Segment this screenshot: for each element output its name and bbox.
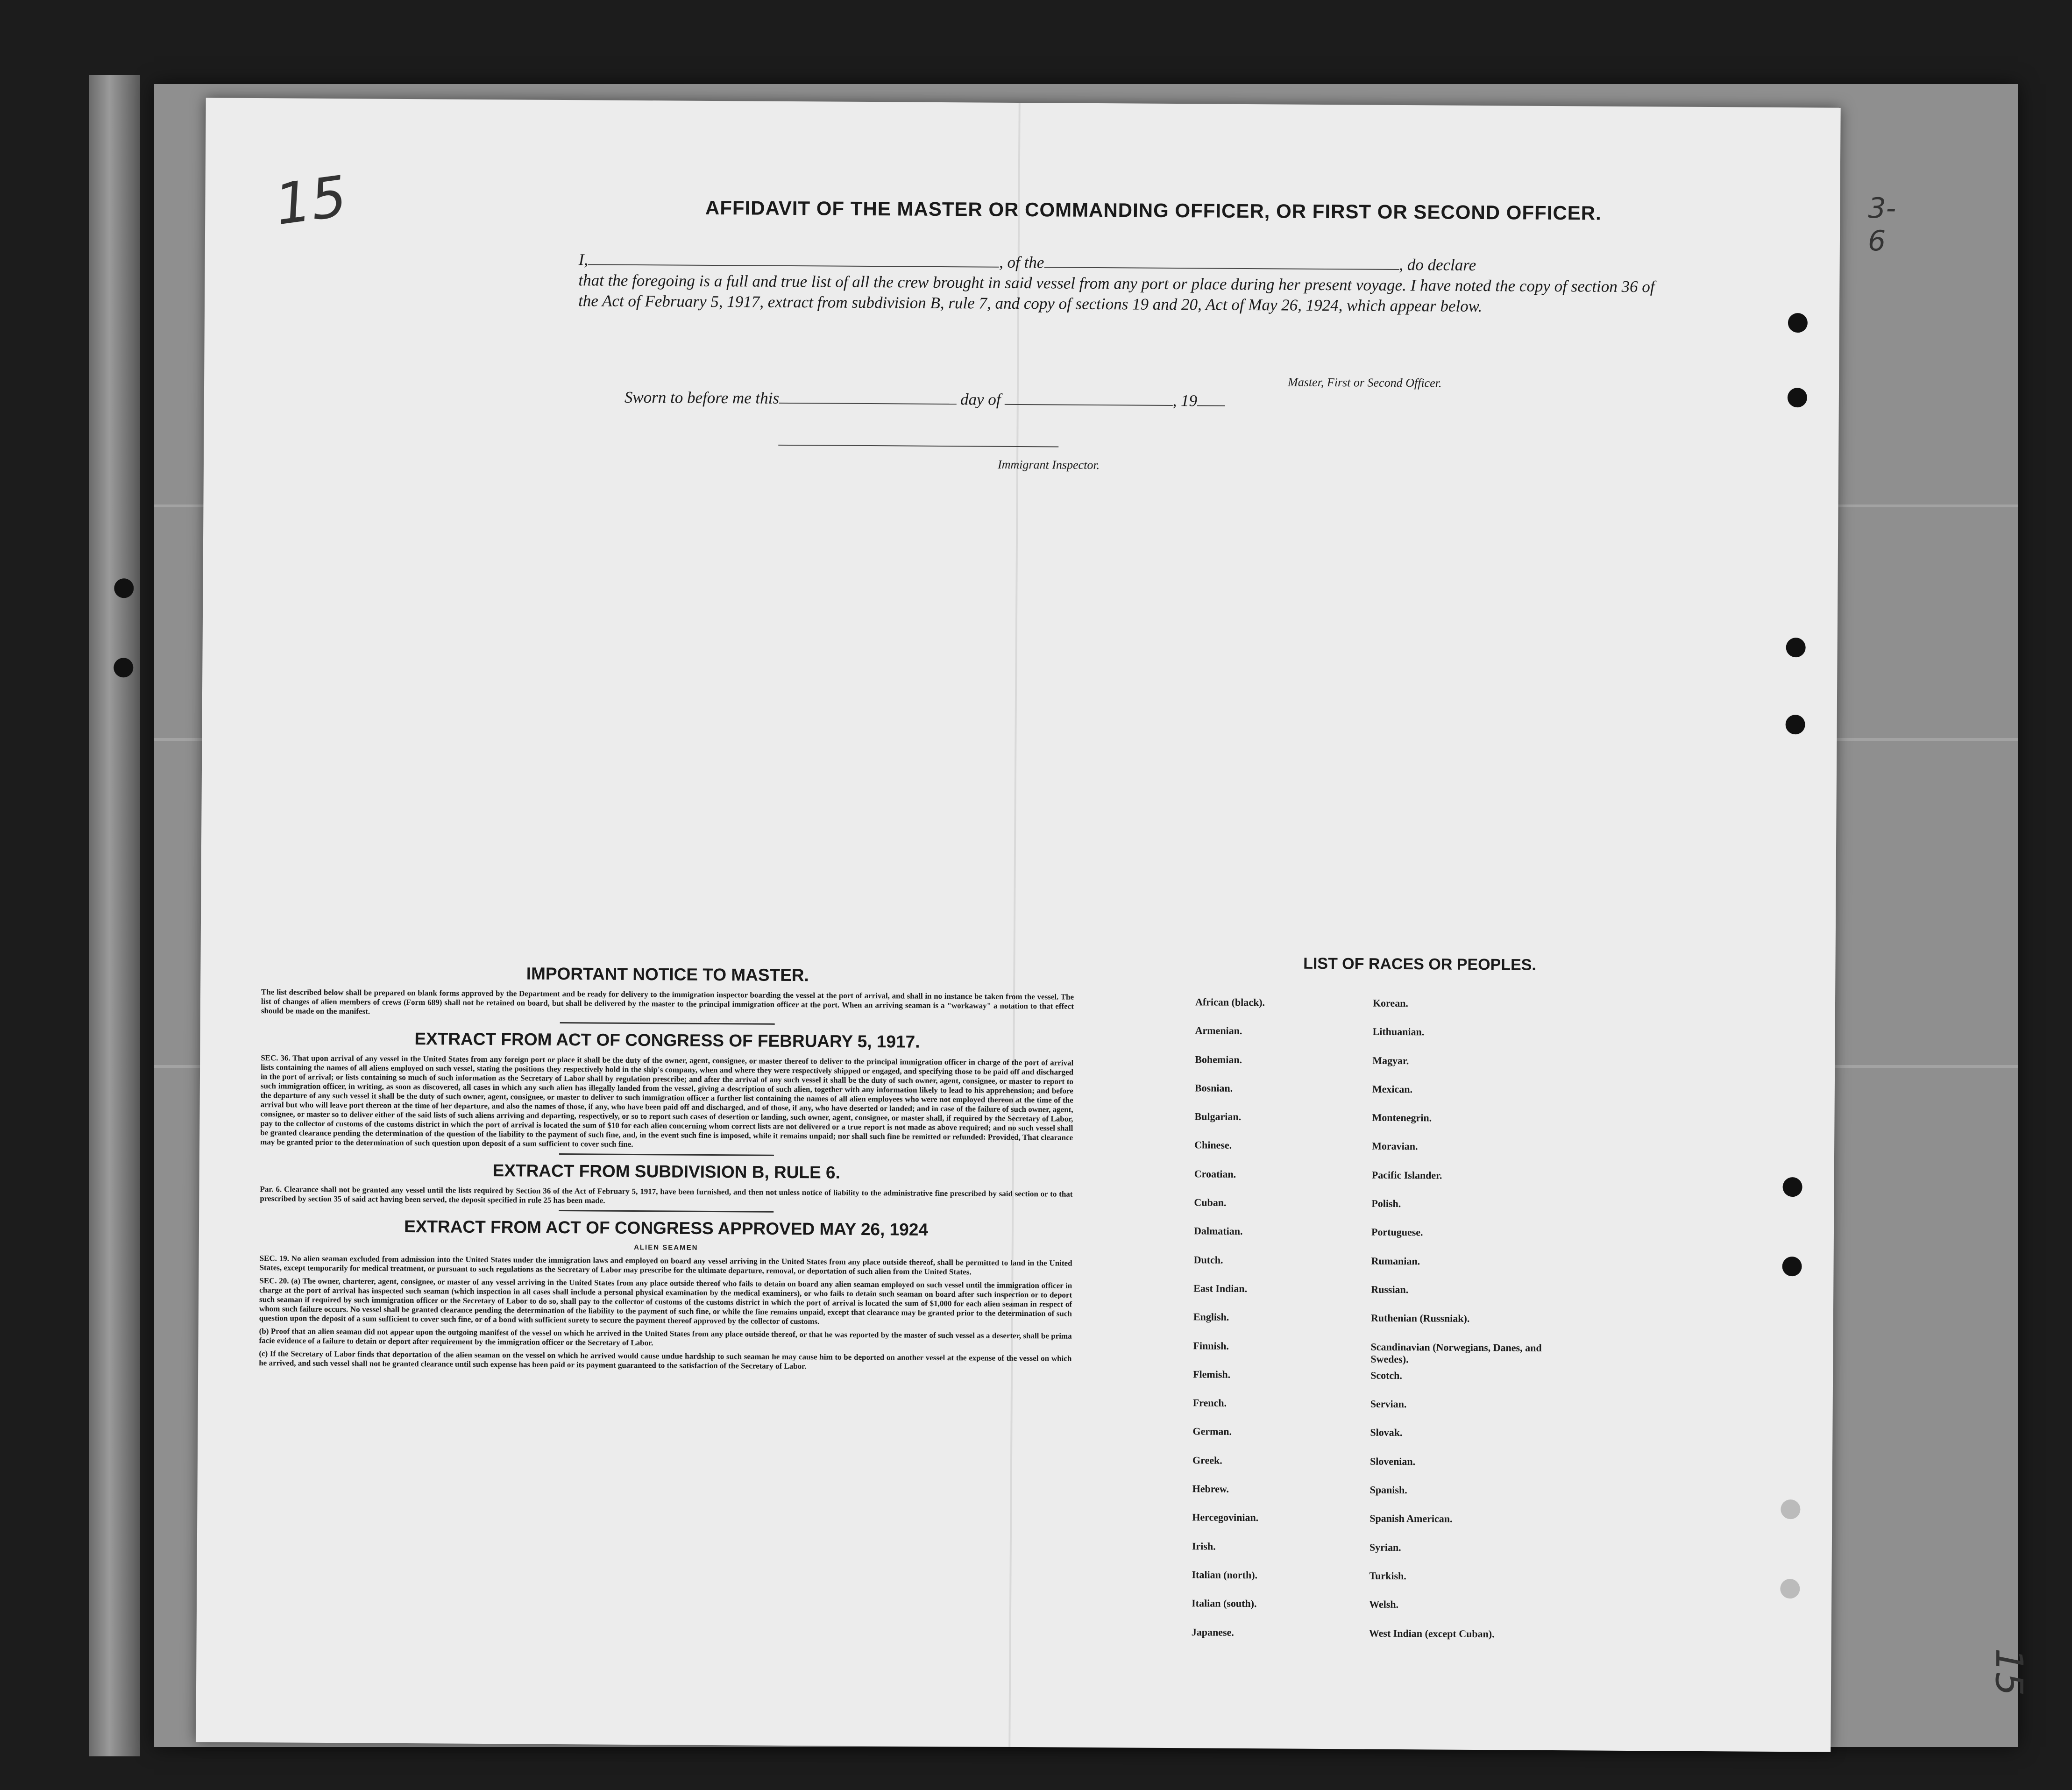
race-item: Hebrew.: [1192, 1483, 1229, 1495]
binder-hole: [1782, 1257, 1802, 1276]
section-divider: [560, 1022, 775, 1025]
extract-1917-text: SEC. 36. That upon arrival of any vessel in the United States from any foreign port or place it shall be the duty of the owner, agent, consignee, or master thereof to deliver to the principal immigration officer in charge of the port of arrival lists containing the names of all aliens employed on such vessel, stating the positions they respectively hold in the ship's company, when and where they were respectively shipped or engaged, and specifying those to be paid off and discharged in the port of arrival; or lists containing so much of such information as the Secretary of Labor shall by regulation prescribe; and after the arrival of any such vessel it shall be the duty of such owner, agent, consignee, or master to report to such immigration officer, in writing, as soon as discovered, all cases in which any such alien has illegally landed from the vessel, giving a description of such alien, together with any information likely to lead to his apprehension; and before the departure of any such vessel it shall be the duty of such owner, agent, consignee, or master to deliver to such immigration officer a further list containing the names of all alien employees who were not employed thereon at the time of the arrival but who will leave port thereon at the time of her departure, and also the names of those, if any, who have been paid off and discharged, and of those, if any, who have deserted or landed; and in case of the failure of such owner, agent, consignee, or master so to deliver either of the said lists of such aliens arriving and departing, respectively, or so to report such cases of desertion or landing, such owner, agent, consignee, or master shall, if required by the Secretary of Labor, pay to the collector of customs of the customs district in which the port of arrival is located the sum of $10 for each alien concerning whom correct lists are not delivered or a true report is not made as above required; and no such vessel shall be granted clearance pending the determination of the question of the liability to the payment of such fine, and, in the event such fine is imposed, while it remains unpaid; nor shall such fine be remitted or refunded: Provided, That clearance may be granted prior to the determination of such question upon deposit of a sum sufficient to cover such fine.: [260, 1053, 1074, 1149]
race-item: Spanish American.: [1370, 1512, 1453, 1525]
race-item: Bulgarian.: [1194, 1110, 1242, 1123]
extract-1917-heading: EXTRACT FROM ACT OF CONGRESS OF FEBRUARY 5, 1917.: [414, 1029, 920, 1051]
binder-hole: [1786, 715, 1805, 734]
officer-name-field[interactable]: [588, 250, 999, 267]
race-item: Spanish.: [1370, 1484, 1407, 1496]
sworn-line: [624, 388, 1689, 413]
sworn-label: Sworn to before me this: [624, 388, 780, 407]
handwritten-page-number-bottom: 15: [1987, 1648, 2031, 1696]
i-label: I,: [578, 250, 589, 269]
race-item: Finnish.: [1193, 1339, 1229, 1352]
race-item: Scotch.: [1370, 1369, 1403, 1381]
important-notice-heading: IMPORTANT NOTICE TO MASTER.: [526, 964, 809, 985]
affidavit-body-text: that the foregoing is a full and true list of all the crew brought in said vessel from any port or place during her present voyage. I have noted the copy of section 36 of the Act of February 5, 1917, extract from subdivision B, rule 7, and copy of sections 19 and 20, Act of May 26, 1924, which appear below.: [578, 271, 1655, 316]
affidavit-declaration: [578, 249, 1676, 318]
race-item: French.: [1192, 1397, 1227, 1409]
extract-1924-heading: EXTRACT FROM ACT OF CONGRESS APPROVED MAY 26, 1924: [404, 1216, 929, 1239]
binder-spine: [89, 75, 140, 1756]
sworn-year-field[interactable]: [1197, 391, 1225, 406]
race-item: Russian.: [1371, 1283, 1409, 1296]
race-item: Bosnian.: [1194, 1082, 1233, 1094]
race-item: Mexican.: [1372, 1083, 1413, 1095]
affidavit-page: [196, 98, 2031, 1752]
sec-19-text: SEC. 19. No alien seaman excluded from admission into the United States under the immigration laws and employed on board any vessel arriving in the United States from any place outside thereof, shall be permitted to land in the United States, except temporarily for medical treatment, or pursuant to such regulations as the Secretary of Labor may prescribe for the ultimate departure, removal, or deportation of such alien from the United States.: [259, 1254, 1072, 1277]
sec-20a-text: SEC. 20. (a) The owner, charterer, agent, consignee, or master of any vessel arriving in the United States from any place outside thereof who fails to detain on board any alien seaman employed on such vessel until the immigration officer in charge at the port of arrival has inspected such seaman (which inspection in all cases shall include a personal physical examination by the medical examiners), or who fails to detain such seaman on board after such inspection or to deport such seaman if required by such immigration officer or the Secretary of Labor to do so, shall pay to the collector of customs of the customs district in which the port of arrival is located the sum of $1,000 for each alien seaman in respect of whom such failure occurs. No vessel shall be granted clearance pending the determination of the liability to the payment of such fine, or while the fine remains unpaid, except that clearance may be granted prior to the determination of such question upon the deposit of a sum sufficient to cover such fine, or of a bond with sufficient surety to secure the payment thereof approved by the collector of customs.: [259, 1276, 1072, 1326]
important-notice-text: The list described below shall be prepared on blank forms approved by the Department and be ready for delivery to the immigration inspector boarding the vessel at the port of arrival, and shall in no instance be taken from the vessel. The list of changes of alien members of crews (Form 689) shall not be retained on board, but shall be delivered by the master to the principal immigration officer at the port. When an arriving seaman is a "workaway" a notation to that effect should be made on the manifest.: [261, 987, 1074, 1016]
signature-label: Master, First or Second Officer.: [1288, 375, 1442, 390]
alien-seamen-subheading: ALIEN SEAMEN: [634, 1243, 698, 1252]
year-label: , 19: [1172, 391, 1198, 410]
race-item: German.: [1192, 1425, 1232, 1438]
vessel-name-field[interactable]: [1044, 253, 1399, 270]
race-item: East Indian.: [1193, 1282, 1248, 1294]
race-item: Italian (north).: [1192, 1569, 1258, 1581]
binder-hole: [1786, 638, 1806, 657]
affidavit-title: AFFIDAVIT OF THE MASTER OR COMMANDING OFFICER, OR FIRST OR SECOND OFFICER.: [705, 196, 1602, 224]
binder-hole: [1788, 313, 1808, 333]
subdivision-b-text: Par. 6. Clearance shall not be granted any vessel until the lists required by Section 36 of the Act of February 5, 1917, have been furnished, and then not unless notice of liability to the administrative fine prescribed by said section or to that prescribed by section 35 of said act having been served, the deposit specified in rule 25 has been made.: [260, 1185, 1073, 1205]
races-list: [1191, 996, 1560, 1685]
race-item: Ruthenian (Russniak).: [1370, 1312, 1470, 1325]
race-item: Japanese.: [1191, 1626, 1234, 1638]
race-item: Chinese.: [1194, 1139, 1232, 1151]
page-fold: [1008, 103, 1021, 1747]
sec-20c-text: (c) If the Secretary of Labor finds that deportation of the alien seaman on the vessel on which he arrived would cause undue hardship to such seaman he may cause him to be deported on another vessel at the expense of the vessel on which he arrived, and such vessel shall not be granted clearance until such expense has been paid or its payment guaranteed to the satisfaction of the Secretary of Labor.: [259, 1349, 1072, 1371]
race-item: Rumanian.: [1371, 1255, 1420, 1267]
race-item: Cuban.: [1194, 1196, 1227, 1208]
race-item: Bohemian.: [1195, 1053, 1242, 1065]
race-item: Moravian.: [1372, 1140, 1418, 1152]
binder-hole: [114, 658, 133, 677]
race-item: Armenian.: [1195, 1024, 1242, 1037]
race-item: Croatian.: [1194, 1168, 1236, 1180]
race-item: Portuguese.: [1371, 1226, 1423, 1238]
race-item: Korean.: [1372, 997, 1409, 1009]
race-item: Syrian.: [1369, 1541, 1401, 1553]
race-item: Hercegovinian.: [1192, 1511, 1259, 1524]
race-spacer: [1191, 1655, 1369, 1684]
race-item: Flemish.: [1193, 1368, 1231, 1380]
race-item: Slovak.: [1370, 1427, 1403, 1439]
legal-notices-column: [259, 962, 1074, 1377]
sworn-month-field[interactable]: [1005, 390, 1173, 406]
race-item: Servian.: [1370, 1398, 1407, 1410]
race-item: Turkish.: [1369, 1570, 1406, 1582]
handwritten-reference: 3-6: [1867, 192, 1896, 258]
race-item: Dalmatian.: [1193, 1225, 1243, 1237]
race-item: Dutch.: [1193, 1253, 1223, 1266]
declare-label: , do declare: [1399, 255, 1476, 274]
race-item: Italian (south).: [1192, 1597, 1257, 1610]
section-divider: [559, 1153, 774, 1156]
race-item: West Indian (except Cuban).: [1369, 1627, 1495, 1640]
binder-hole: [1781, 1499, 1800, 1519]
binder-hole: [1780, 1579, 1800, 1598]
section-divider: [559, 1210, 773, 1213]
race-item: Irish.: [1192, 1540, 1216, 1552]
day-of-label: day of: [960, 390, 1001, 409]
sec-20b-text: (b) Proof that an alien seaman did not appear upon the outgoing manifest of the vessel on which he arrived in the United States from any place outside thereof, or that he was reported by the master of such vessel as a deserter, shall be prima facie evidence of a failure to detain or deport after requirement by the immigration officer or the Secretary of Labor.: [259, 1327, 1072, 1348]
race-item: Welsh.: [1369, 1598, 1399, 1611]
sworn-day-field[interactable]: [779, 389, 957, 405]
binder-hole: [1782, 1177, 1802, 1197]
races-list-title: LIST OF RACES OR PEOPLES.: [1303, 954, 1536, 974]
inspector-label: Immigrant Inspector.: [997, 457, 1100, 472]
race-item: Lithuanian.: [1372, 1025, 1425, 1038]
race-item: English.: [1193, 1311, 1229, 1323]
of-the-label: , of the: [999, 253, 1044, 272]
race-item: Pacific Islander.: [1371, 1169, 1442, 1181]
race-item: African (black).: [1195, 996, 1265, 1009]
subdivision-b-heading: EXTRACT FROM SUBDIVISION B, RULE 6.: [492, 1161, 840, 1182]
race-item: Montenegrin.: [1372, 1111, 1432, 1124]
race-item: Magyar.: [1372, 1054, 1409, 1066]
binder-hole: [1788, 388, 1807, 407]
race-item: Slovenian.: [1370, 1455, 1416, 1467]
race-item: Scandinavian (Norwegians, Danes, and Swedes).: [1370, 1341, 1542, 1365]
race-item: Polish.: [1371, 1197, 1401, 1210]
binder-hole: [114, 578, 134, 598]
race-item: Greek.: [1192, 1454, 1222, 1466]
handwritten-page-number: 15: [271, 164, 351, 238]
